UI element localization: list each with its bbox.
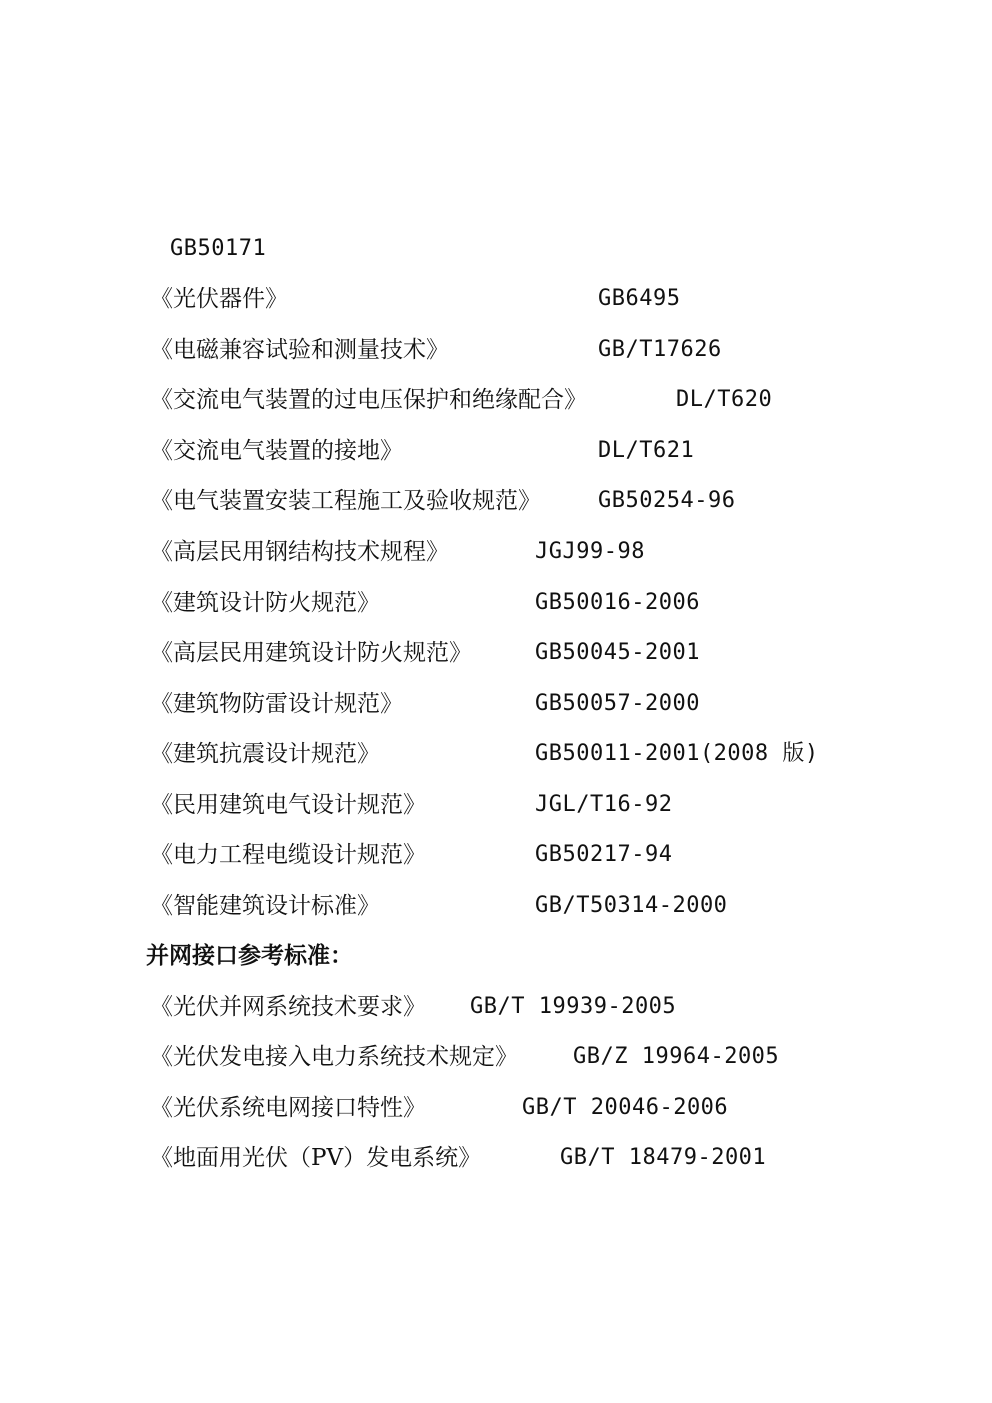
standard-title: 《建筑物防雷设计规范》 — [150, 691, 403, 717]
top-standard-code: GB50171 — [170, 236, 267, 261]
standard-title: 《光伏器件》 — [150, 286, 288, 312]
standard-code: GB/T 19939-2005 — [470, 994, 677, 1019]
standard-title: 《民用建筑电气设计规范》 — [150, 792, 426, 818]
standard-title: 《智能建筑设计标准》 — [150, 893, 380, 919]
standard-code: GB50045-2001 — [535, 640, 700, 665]
standard-title: 《高层民用建筑设计防火规范》 — [150, 640, 472, 666]
standard-code: GB50016-2006 — [535, 590, 700, 615]
standard-title: 《电力工程电缆设计规范》 — [150, 842, 426, 868]
standard-title: 《建筑设计防火规范》 — [150, 590, 380, 616]
standard-title: 《交流电气装置的接地》 — [150, 438, 403, 464]
standard-title: 《交流电气装置的过电压保护和绝缘配合》 — [150, 387, 587, 413]
standard-code: JGL/T16-92 — [535, 792, 673, 817]
standard-code: GB/T 20046-2006 — [522, 1095, 729, 1120]
standard-code: DL/T620 — [676, 387, 773, 412]
standard-code: GB/Z 19964-2005 — [573, 1044, 780, 1069]
standard-title: 《建筑抗震设计规范》 — [150, 741, 380, 767]
standard-title: 《光伏发电接入电力系统技术规定》 — [150, 1044, 518, 1070]
standard-code: GB50057-2000 — [535, 691, 700, 716]
standard-title: 《地面用光伏（PV）发电系统》 — [150, 1145, 482, 1171]
standard-code: GB/T17626 — [598, 337, 722, 362]
standard-code: GB50011-2001(2008 版) — [535, 741, 819, 766]
standard-code: JGJ99-98 — [535, 539, 645, 564]
standard-title: 《光伏并网系统技术要求》 — [150, 994, 426, 1020]
standard-title: 《光伏系统电网接口特性》 — [150, 1095, 426, 1121]
standard-code: GB/T50314-2000 — [535, 893, 728, 918]
standard-code: DL/T621 — [598, 438, 695, 463]
standard-code: GB6495 — [598, 286, 681, 311]
standard-title: 《电磁兼容试验和测量技术》 — [150, 337, 449, 363]
standard-code: GB/T 18479-2001 — [560, 1145, 767, 1170]
standard-title: 《电气装置安装工程施工及验收规范》 — [150, 488, 541, 514]
standard-code: GB50254-96 — [598, 488, 736, 513]
standard-title: 《高层民用钢结构技术规程》 — [150, 539, 449, 565]
section-heading: 并网接口参考标准： — [146, 943, 353, 969]
standard-code: GB50217-94 — [535, 842, 673, 867]
